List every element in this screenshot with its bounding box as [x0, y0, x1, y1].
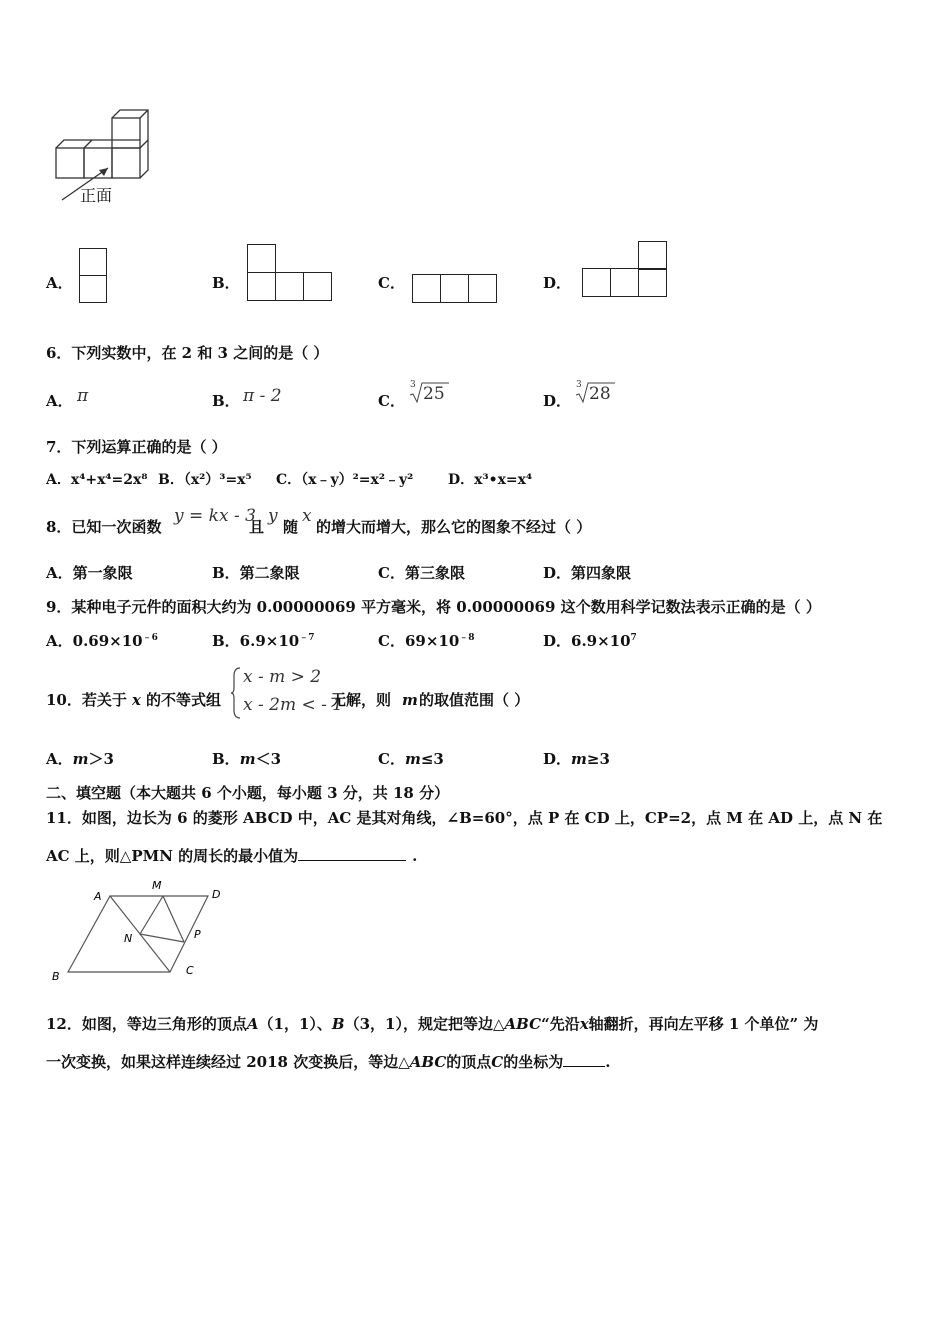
q10-option-b-letter: B．	[212, 750, 240, 768]
q9-option-a	[46, 634, 158, 649]
front-label: 正面	[80, 186, 113, 205]
q9-option-d-base: D．6.9×10	[543, 632, 631, 650]
q10-option-d-rel: ≥3	[586, 750, 610, 768]
q12-line2-a: 一次变换，如果这样连续经过 2018 次变换后，等边△	[46, 1053, 410, 1071]
q9-option-c	[378, 634, 475, 649]
q6-option-d-letter: D．	[543, 392, 572, 410]
q8-option-c: C．第三象限	[378, 564, 465, 582]
q10-option-b-var: m	[239, 750, 256, 768]
label-n: N	[124, 932, 133, 945]
q5-option-d-view-cell	[638, 268, 667, 297]
q12-line1-d: “先沿	[541, 1015, 580, 1033]
q10-option-d	[543, 752, 610, 767]
q9-option-a-base: A．0.69×10	[46, 632, 143, 650]
q8-stem-pre: 8．已知一次函数	[46, 518, 162, 536]
q8-mid2: 随	[283, 518, 299, 536]
q12-vertex-c: C	[491, 1053, 504, 1071]
q12-answer-blank[interactable]	[563, 1054, 605, 1067]
q8-option-d: D．第四象限	[543, 564, 632, 582]
q9-option-b-base: B．6.9×10	[212, 632, 300, 650]
q5-option-d-view	[638, 241, 667, 270]
q10-option-a-letter: A．	[46, 750, 73, 768]
label-a: A	[94, 890, 102, 903]
q10-option-c-var: m	[404, 750, 421, 768]
q6-option-d-radicand: 28	[589, 384, 611, 404]
q9-option-d-exp: 7	[630, 633, 637, 643]
q6-option-b-letter: B．	[212, 392, 240, 410]
q11-line2-text: AC 上，则△PMN 的周长的最小值为	[46, 847, 299, 865]
q6-option-a-letter: A．	[46, 392, 73, 410]
q5-option-a-view-cell	[79, 275, 107, 303]
q12-line2-end: .	[605, 1053, 611, 1071]
q10-system-line1: x - m > 2	[243, 667, 322, 687]
q6-option-d-index: 3	[576, 380, 582, 390]
q5-option-a-letter: A．	[46, 274, 73, 292]
q7-option-b: B．（x²）³=x⁵	[158, 472, 252, 488]
q6-option-b-expr: π - 2	[243, 386, 282, 406]
q12-axis-x: x	[579, 1015, 589, 1033]
q10-option-b	[212, 752, 281, 767]
label-b: B	[52, 970, 60, 983]
label-c: C	[186, 964, 194, 977]
q12-triangle-abc-2: ABC	[409, 1053, 447, 1071]
q10-stem-mid: 的不等式组	[146, 691, 222, 709]
q8-option-b: B．第二象限	[212, 564, 300, 582]
q9-option-c-exp: ﹣8	[459, 633, 475, 643]
q5-option-d-letter: D．	[543, 274, 572, 292]
q5-option-d-view-cell	[582, 268, 611, 297]
q12-line1-a: 12．如图，等边三角形的顶点	[46, 1015, 247, 1033]
q6-stem: 6．下列实数中，在 2 和 3 之间的是（ ）	[46, 344, 329, 362]
q11-line1: 11．如图，边长为 6 的菱形 ABCD 中，AC 是其对角线，∠B=60°，点 P 在 CD 上，CP=2，点 M 在 AD 上，点 N 在	[46, 809, 883, 827]
q10-option-a-rel: ＞3	[88, 750, 114, 768]
q5-option-c-letter: C．	[378, 274, 405, 292]
q10-stem-pre: 10．若关于	[46, 691, 127, 709]
q12-line1	[46, 1017, 818, 1032]
q10-stem-post2: 的取值范围（ ）	[419, 691, 530, 709]
q10-option-d-var: m	[571, 750, 587, 768]
q10-system-line2: x - 2m < - 1	[243, 695, 344, 715]
q11-line2-end: .	[412, 847, 418, 865]
q9-stem: 9．某种电子元件的面积大约为 0.00000069 平方毫米，将 0.00000069 这个数用科学记数法表示正确的是（ ）	[46, 598, 821, 616]
q11-line2	[46, 848, 417, 864]
q6-option-c-letter: C．	[378, 392, 405, 410]
q12-line1-b: （1，1）、	[258, 1015, 332, 1033]
q10-var-m: m	[402, 691, 418, 709]
q9-option-b	[212, 634, 314, 649]
q9-option-a-exp: ﹣6	[142, 633, 158, 643]
q10-var-x: x	[132, 691, 141, 709]
q12-point-a: A	[246, 1015, 259, 1033]
q6-option-c-radicand: 25	[423, 384, 445, 404]
q7-stem: 7．下列运算正确的是（ ）	[46, 438, 227, 456]
q12-point-b: B	[331, 1015, 345, 1033]
q10-option-c-letter: C．	[378, 750, 405, 768]
q10-option-b-rel: ＜3	[255, 750, 281, 768]
q8-option-a: A．第一象限	[46, 564, 133, 582]
q7-option-a: A．x⁴+x⁴=2x⁸	[46, 472, 148, 488]
q10-option-c-rel: ≤3	[420, 750, 444, 768]
q8-stem-post: 的增大而增大，那么它的图象不经过（ ）	[316, 518, 592, 536]
q11-answer-blank[interactable]	[298, 848, 406, 861]
q5-option-b-view	[247, 244, 276, 273]
q8-var-x: x	[302, 506, 312, 526]
left-brace-icon	[230, 666, 242, 720]
q5-option-b-view-cell	[247, 272, 276, 301]
q12-triangle-abc: ABC	[504, 1015, 542, 1033]
q6-option-a-expr: π	[77, 386, 89, 406]
q8-function: y = kx - 3	[174, 506, 256, 526]
q5-option-b-letter: B．	[212, 274, 240, 292]
q9-option-c-base: C．69×10	[378, 632, 460, 650]
q12-line2	[46, 1054, 611, 1070]
q6-option-c-root	[409, 380, 449, 404]
rhombus-figure	[46, 876, 236, 986]
q8-mid1: 且	[249, 518, 265, 536]
label-m: M	[152, 879, 162, 892]
q5-option-b-view-cell	[303, 272, 332, 301]
q5-option-d-view-cell	[610, 268, 639, 297]
q5-option-b-view-cell	[275, 272, 304, 301]
q9-option-d	[543, 634, 637, 649]
q7-option-c: C．（x﹣y）²=x²﹣y²	[276, 472, 414, 488]
q6-option-d-root	[575, 380, 615, 404]
q10-option-d-letter: D．	[543, 750, 572, 768]
q12-line1-e: 轴翻折，再向左平移 1 个单位” 为	[588, 1015, 819, 1033]
q5-option-c-view-cell	[440, 274, 469, 303]
q5-option-c-view	[412, 274, 441, 303]
q12-line2-b: 的顶点	[446, 1053, 492, 1071]
q6-option-c-index: 3	[410, 380, 416, 390]
q9-option-b-exp: ﹣7	[299, 633, 315, 643]
q12-line1-c: （3，1），规定把等边△	[344, 1015, 505, 1033]
label-p: P	[194, 928, 201, 941]
label-d: D	[212, 888, 221, 901]
q5-option-c-view-cell	[468, 274, 497, 303]
q5-option-a-view	[79, 248, 107, 276]
q10-stem-post1: 无解，则	[331, 691, 392, 709]
q10-option-c	[378, 752, 444, 767]
q12-line2-c: 的坐标为	[503, 1053, 564, 1071]
q8-var-y: y	[268, 506, 278, 526]
q7-option-d: D．x³•x=x⁴	[448, 472, 533, 488]
q10-option-a-var: m	[72, 750, 89, 768]
q10-option-a	[46, 752, 114, 767]
section-heading: 二、填空题（本大题共 6 个小题，每小题 3 分，共 18 分）	[46, 784, 450, 802]
